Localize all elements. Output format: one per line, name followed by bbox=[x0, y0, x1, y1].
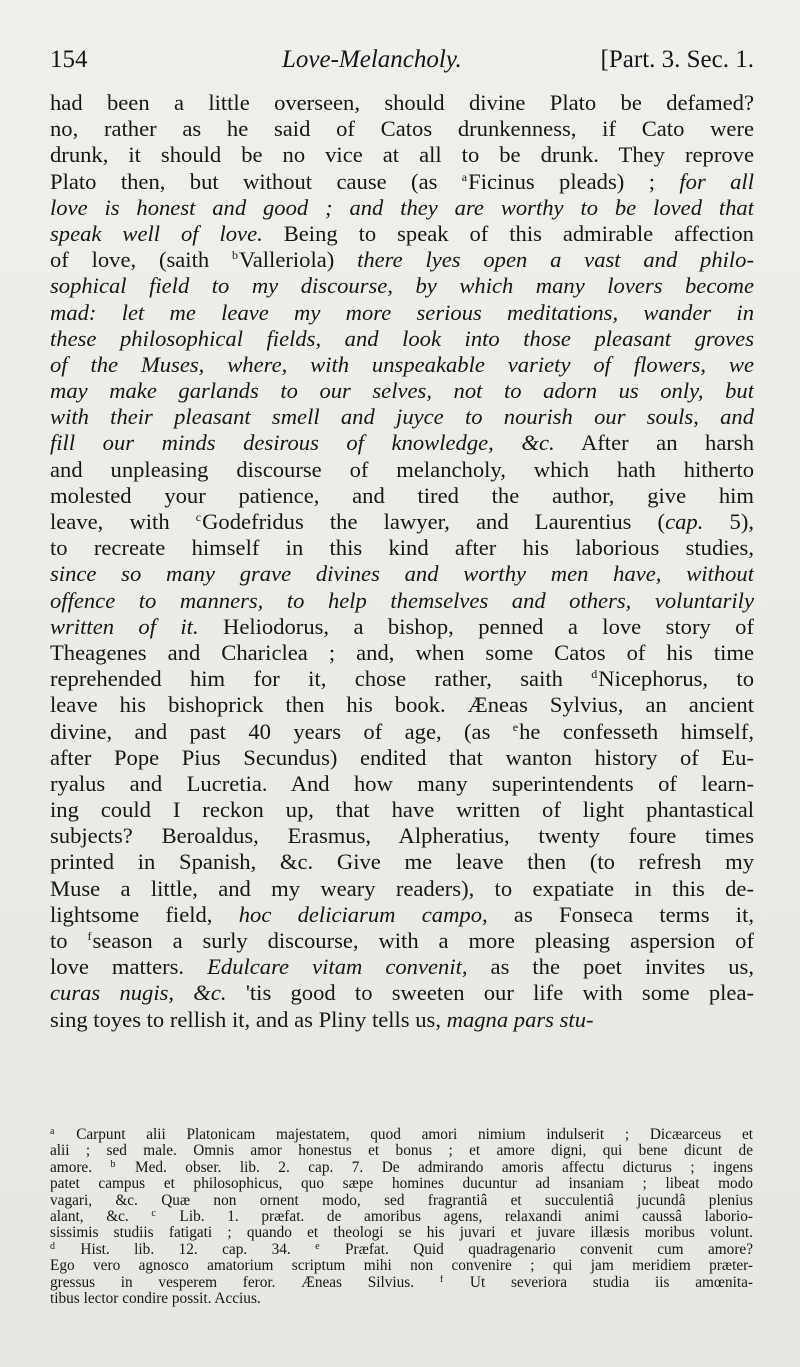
italic-text: since so many grave divines and worthy men have, without bbox=[50, 561, 754, 587]
text-line bbox=[50, 509, 754, 535]
text-run: vagari, &c. Quæ non ornent modo, sed fragrantiâ et succulentiâ jucundâ plenius bbox=[50, 1192, 753, 1209]
footnote-line bbox=[50, 1193, 753, 1209]
footnote-marker: f bbox=[87, 929, 92, 943]
footnote-marker: b bbox=[231, 248, 238, 263]
text-line bbox=[50, 561, 754, 587]
footnote-marker: c bbox=[195, 510, 202, 524]
text-run: to recreate himself in this kind after his laborious studies, bbox=[50, 535, 754, 561]
text-run: leave his bishoprick then his book. Æneas Sylvius, an ancient bbox=[50, 692, 754, 718]
text-run: Valleriola) bbox=[238, 247, 358, 273]
footnote-marker: a bbox=[50, 1127, 55, 1137]
text-line bbox=[50, 849, 754, 875]
footnote-line bbox=[50, 1258, 753, 1274]
footnote-line bbox=[50, 1176, 753, 1192]
italic-text: speak well of love. bbox=[50, 220, 263, 246]
text-run: Godefridus the lawyer, and Laurentius ( bbox=[202, 509, 666, 534]
text-line bbox=[50, 640, 754, 666]
text-run: sing toyes to rellish it, and as Pliny tells us, bbox=[50, 1006, 447, 1032]
text-run: Præfat. Quid quadragenario convenit cum amore? bbox=[320, 1241, 753, 1258]
text-run: leave, with bbox=[50, 509, 196, 534]
footnote-marker: e bbox=[315, 1241, 320, 1252]
text-line bbox=[50, 116, 754, 142]
text-run: as Fonseca terms it, bbox=[487, 901, 754, 927]
text-run: Nicephorus, to bbox=[598, 666, 754, 692]
italic-text: fill our minds desirous of knowledge, &c. bbox=[50, 430, 555, 456]
text-line bbox=[50, 169, 754, 195]
text-line bbox=[50, 430, 754, 456]
text-run: Ficinus pleads) ; bbox=[468, 168, 680, 194]
footnote-line bbox=[50, 1209, 753, 1225]
text-run: Heliodorus, a bishop, penned a love story of bbox=[198, 613, 754, 639]
footnote-marker: d bbox=[591, 667, 598, 682]
italic-text: there lyes open a vast and philo- bbox=[357, 247, 754, 273]
text-line bbox=[50, 90, 754, 116]
text-run: alant, &c. bbox=[50, 1208, 152, 1225]
text-run: he confesseth himself, bbox=[519, 718, 754, 744]
footnote-marker: e bbox=[512, 719, 519, 734]
text-line bbox=[50, 457, 754, 483]
italic-text: written of it. bbox=[50, 613, 199, 639]
text-line bbox=[50, 588, 754, 614]
text-line bbox=[50, 719, 754, 745]
text-run: ryalus and Lucretia. And how many superintendents of learn- bbox=[50, 770, 754, 796]
text-line bbox=[50, 745, 754, 771]
text-run: Plato then, but without cause (as bbox=[50, 168, 462, 194]
text-run: alii ; sed male. Omnis amor honestus et bonus ; et amore digni, qui bene dicunt de bbox=[50, 1143, 753, 1160]
text-run: 'tis good to sweeten our life with some plea- bbox=[226, 980, 754, 1006]
text-run: tibus lector condire possit. Accius. bbox=[50, 1290, 261, 1307]
running-title: Love-Melancholy. bbox=[282, 46, 462, 73]
italic-text: of the Muses, where, with unspeakable variety of flowers, we bbox=[50, 351, 754, 377]
text-run: reprehended him for it, chose rather, saith bbox=[50, 666, 592, 692]
footnote-line bbox=[50, 1143, 753, 1159]
italic-text: curas nugis, &c. bbox=[50, 980, 227, 1006]
footnote-marker: f bbox=[439, 1274, 444, 1285]
text-run: no, rather as he said of Catos drunkenness, if Cato were bbox=[50, 116, 754, 142]
text-line bbox=[50, 614, 754, 640]
italic-text: these philosophical fields, and look into those pleasant groves bbox=[50, 325, 754, 351]
text-line bbox=[50, 980, 754, 1006]
footnote-line bbox=[50, 1291, 753, 1307]
italic-text: may make garlands to our selves, not to adorn us only, but bbox=[50, 378, 754, 404]
text-line bbox=[50, 692, 754, 718]
text-run: to bbox=[50, 928, 88, 953]
page-number: 154 bbox=[50, 46, 88, 73]
footnote-line bbox=[50, 1127, 753, 1143]
text-run: Being to speak of this admirable affection bbox=[262, 220, 754, 246]
text-run: had been a little overseen, should divine Plato be defamed? bbox=[50, 90, 754, 115]
text-line bbox=[50, 771, 754, 797]
italic-text: love is honest and good ; and they are worthy to be loved that bbox=[50, 194, 754, 220]
footnote-marker: c bbox=[151, 1208, 156, 1219]
italic-text: offence to manners, to help themselves and others, voluntarily bbox=[50, 587, 754, 613]
italic-text: mad: let me leave my more serious meditations, wander in bbox=[50, 299, 754, 325]
text-run: season a surly discourse, with a more pleasing aspersion of bbox=[92, 928, 754, 953]
italic-text: with their pleasant smell and juyce to nourish our souls, and bbox=[50, 404, 754, 430]
text-run: lightsome field, bbox=[50, 901, 239, 927]
text-run: Lib. 1. præfat. de amoribus agens, relaxandi animi caussâ laborio- bbox=[156, 1208, 753, 1225]
text-run: drunk, it should be no vice at all to be drunk. They reprove bbox=[50, 142, 754, 168]
text-run: love matters. bbox=[50, 954, 208, 980]
text-line bbox=[50, 142, 754, 168]
italic-text: Edulcare vitam convenit, bbox=[207, 954, 468, 980]
text-line bbox=[50, 876, 754, 902]
text-run: as the poet invites us, bbox=[467, 954, 754, 980]
text-line bbox=[50, 195, 754, 221]
text-run: gressus in vesperem feror. Æneas Silvius. bbox=[50, 1274, 440, 1291]
running-head bbox=[50, 38, 754, 82]
text-run: ing could I reckon up, that have written of light phantastical bbox=[50, 797, 754, 823]
text-line bbox=[50, 483, 754, 509]
footnotes bbox=[50, 1127, 753, 1307]
text-run: Hist. lib. 12. cap. 34. bbox=[56, 1241, 316, 1258]
text-run: subjects? Beroaldus, Erasmus, Alpheratius, twenty foure times bbox=[50, 823, 754, 849]
text-run: Ego vero agnosco amatorium scriptum mihi non convenire ; qui jam meridiem præter- bbox=[50, 1258, 753, 1275]
text-run: After an harsh bbox=[554, 430, 754, 456]
text-line bbox=[50, 535, 754, 561]
footnote-marker: b bbox=[110, 1159, 116, 1170]
text-line bbox=[50, 352, 754, 378]
text-line bbox=[50, 797, 754, 823]
text-run: sissimis studiis fatigati ; quando et theologi se his juvari et juvare illæsis moribus volunt. bbox=[50, 1225, 753, 1242]
footnote-line bbox=[50, 1225, 753, 1241]
main-text bbox=[50, 90, 754, 1033]
text-line bbox=[50, 221, 754, 247]
text-run: after Pope Pius Secundus) endited that wanton history of Eu- bbox=[50, 744, 754, 770]
text-line bbox=[50, 326, 754, 352]
footnote-line bbox=[50, 1242, 753, 1258]
text-line bbox=[50, 928, 754, 954]
italic-text: hoc deliciarum campo, bbox=[238, 901, 488, 927]
text-run: Med. obser. lib. 2. cap. 7. De admirando amoris affectu dicturus ; ingens bbox=[116, 1159, 753, 1176]
italic-text: cap. bbox=[665, 509, 704, 534]
text-line bbox=[50, 404, 754, 430]
text-run: printed in Spanish, &c. Give me leave then (to refresh my bbox=[50, 849, 754, 875]
text-run: Muse a little, and my weary readers), to expatiate in this de- bbox=[50, 875, 754, 901]
text-line bbox=[50, 666, 754, 692]
text-run: and unpleasing discourse of melancholy, which hath hitherto bbox=[50, 456, 754, 482]
italic-text: magna pars stu- bbox=[446, 1006, 594, 1032]
text-line bbox=[50, 378, 754, 404]
italic-text: sophical field to my discourse, by which many lovers become bbox=[50, 273, 754, 299]
section-reference: [Part. 3. Sec. 1. bbox=[600, 46, 754, 73]
text-run: Carpunt alii Platonicam majestatem, quod amori nimium indulserit ; Dicæarceus et bbox=[55, 1127, 753, 1143]
text-line bbox=[50, 1007, 754, 1033]
text-line bbox=[50, 954, 754, 980]
text-run: of love, (saith bbox=[50, 247, 232, 273]
text-run: divine, and past 40 years of age, (as bbox=[50, 718, 513, 744]
italic-text: for all bbox=[679, 168, 754, 194]
footnote-marker: a bbox=[461, 169, 468, 184]
text-line bbox=[50, 300, 754, 326]
footnote-line bbox=[50, 1160, 753, 1176]
text-line bbox=[50, 273, 754, 299]
footnote-line bbox=[50, 1275, 753, 1291]
text-run: 5), bbox=[703, 509, 754, 534]
text-run: molested your patience, and tired the author, give him bbox=[50, 482, 754, 508]
text-run: Ut severiora studia iis amœnita- bbox=[444, 1274, 753, 1291]
text-run: Theagenes and Chariclea ; and, when some Catos of his time bbox=[50, 639, 754, 665]
text-line bbox=[50, 902, 754, 928]
text-run: patet campus et philosophicus, quo sæpe homines ducuntur ad insaniam ; libeat modo bbox=[50, 1176, 753, 1193]
text-line bbox=[50, 247, 754, 273]
text-run: amore. bbox=[50, 1159, 111, 1176]
footnote-marker: d bbox=[50, 1241, 55, 1252]
text-line bbox=[50, 823, 754, 849]
